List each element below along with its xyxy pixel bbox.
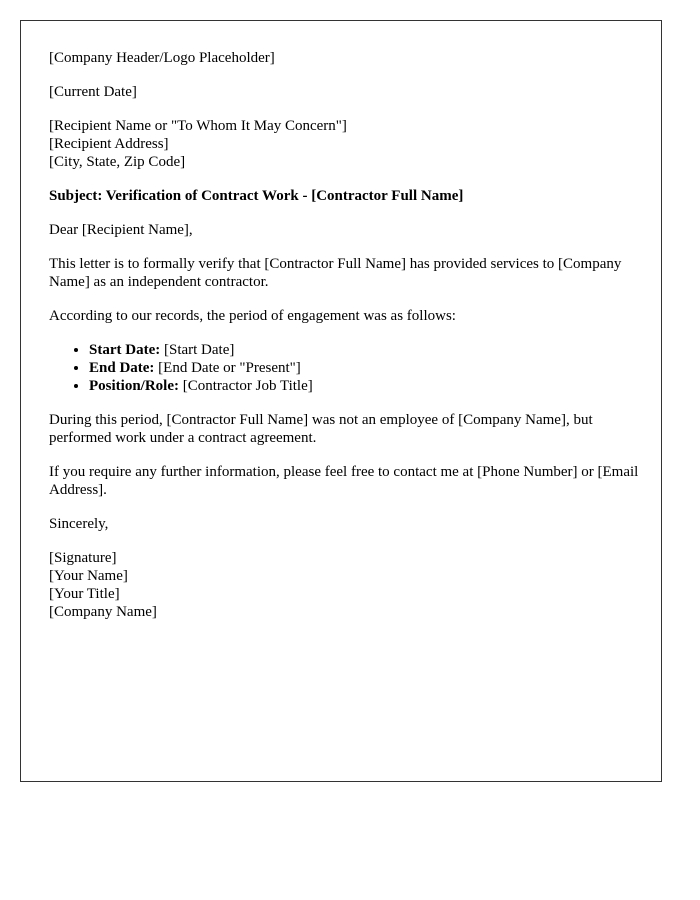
detail-label: Position/Role: [89,378,179,394]
letter-date: [Current Date] [49,84,137,100]
detail-value: [Start Date] [160,342,235,358]
recipient-name: [Recipient Name or "To Whom It May Concern"] [49,118,347,134]
detail-label: End Date: [89,360,155,376]
paragraph-employment-status: During this period, [Contractor Full Name] was not an employee of [Company Name], but performed work under a contract agreement. [49,412,593,446]
detail-start-date [89,341,639,359]
detail-value: [Contractor Job Title] [179,378,313,394]
signature-placeholder: [Signature] [49,550,117,566]
company-header: [Company Header/Logo Placeholder] [49,50,275,66]
letter-subject: Subject: Verification of Contract Work - [Contractor Full Name] [49,188,464,204]
salutation: Dear [Recipient Name], [49,222,193,238]
recipient-city: [City, State, Zip Code] [49,154,186,170]
signer-name: [Your Name] [49,568,128,584]
detail-label: Start Date: [89,342,161,358]
paragraph-contact: If you require any further information, please feel free to contact me at [Phone Number] or [Email Address]. [49,464,639,498]
signer-company: [Company Name] [49,604,157,620]
paragraph-verification: This letter is to formally verify that [Contractor Full Name] has provided services to [Company Name] as an independent contractor. [49,256,622,290]
closing: Sincerely, [49,516,109,532]
recipient-address: [Recipient Address] [49,136,169,152]
letter-page [20,20,662,782]
letter-content [49,49,639,637]
recipient-block [49,117,639,171]
paragraph-engagement: According to our records, the period of engagement was as follows: [49,308,456,324]
detail-end-date [89,359,639,377]
detail-position-role [89,377,639,395]
signer-title: [Your Title] [49,586,120,602]
signature-block [49,549,639,621]
engagement-details-list [49,341,639,395]
detail-value: [End Date or "Present"] [154,360,301,376]
